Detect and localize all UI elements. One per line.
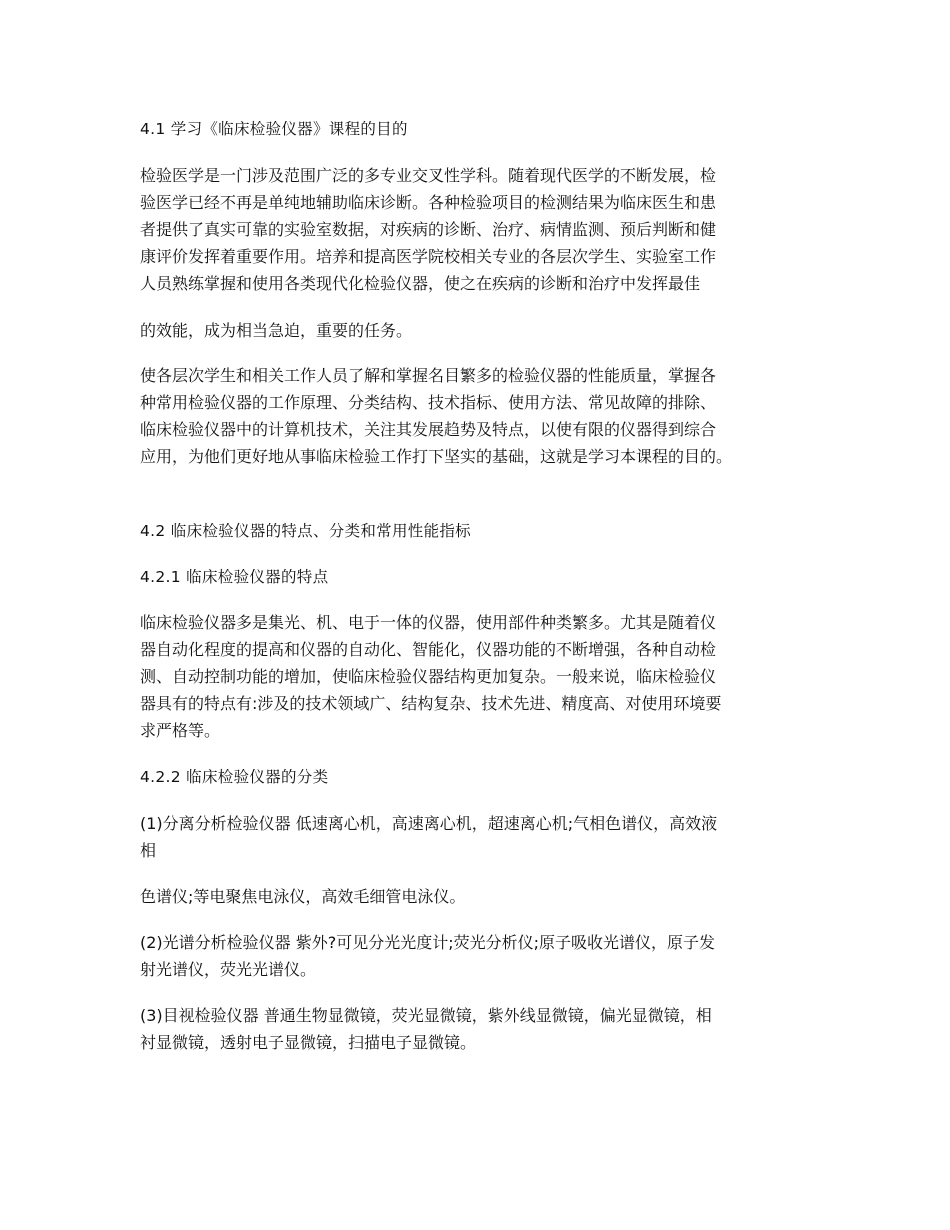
text-line: (2)光谱分析检验仪器 紫外?可见分光光度计;荧光分析仪;原子吸收光谱仪，原子发	[140, 933, 716, 952]
text-line: 者提供了真实可靠的实验室数据，对疾病的诊断、治疗、病情监测、预后判断和健	[140, 220, 717, 239]
text-line: 求严格等。	[140, 721, 221, 740]
text-line: 临床检验仪器多是集光、机、电于一体的仪器，使用部件种类繁多。尤其是随着仪	[140, 613, 717, 632]
paragraph-separation-instruments	[140, 810, 812, 864]
paragraph-separation-continued: 色谱仪;等电聚焦电泳仪，高效毛细管电泳仪。	[140, 887, 466, 906]
text-line: 检验医学是一门涉及范围广泛的多专业交叉性学科。随着现代医学的不断发展，检	[140, 166, 717, 185]
section-4-2-1-title: 4.2.1 临床检验仪器的特点	[140, 568, 329, 586]
paragraph-4-1-goal	[140, 362, 812, 470]
text-line: 验医学已经不再是单纯地辅助临床诊断。各种检验项目的检测结果为临床医生和患	[140, 193, 717, 212]
text-line: 射光谱仪，荧光光谱仪。	[140, 960, 317, 979]
paragraph-visual-instruments	[140, 1002, 812, 1056]
text-line: 器具有的特点有:涉及的技术领域广、结构复杂、技术先进、精度高、对使用环境要	[140, 694, 722, 713]
section-4-2-title: 4.2 临床检验仪器的特点、分类和常用性能指标	[140, 522, 471, 540]
text-line: (1)分离分析检验仪器 低速离心机，高速离心机，超速离心机;气相色谱仪，高效液	[140, 814, 718, 833]
section-4-2-2-title: 4.2.2 临床检验仪器的分类	[140, 768, 329, 786]
text-line: 使各层次学生和相关工作人员了解和掌握名目繁多的检验仪器的性能质量，掌握各	[140, 366, 717, 385]
text-line: 器自动化程度的提高和仪器的自动化、智能化，仪器功能的不断增强，各种自动检	[140, 640, 717, 659]
text-line: 临床检验仪器中的计算机技术，关注其发展趋势及特点，以使有限的仪器得到综合	[140, 420, 717, 439]
text-line: 测、自动控制功能的增加，使临床检验仪器结构更加复杂。一般来说，临床检验仪	[140, 667, 717, 686]
text-line: 种常用检验仪器的工作原理、分类结构、技术指标、使用方法、常见故障的排除、	[140, 393, 717, 412]
text-line: 康评价发挥着重要作用。培养和提高医学院校相关专业的各层次学生、实验室工作	[140, 247, 717, 266]
paragraph-4-1-continued: 的效能，成为相当急迫，重要的任务。	[140, 321, 413, 340]
text-line: (3)目视检验仪器 普通生物显微镜，荧光显微镜，紫外线显微镜，偏光显微镜，相	[140, 1006, 712, 1025]
paragraph-spectral-instruments	[140, 929, 812, 983]
section-4-1-title: 4.1 学习《临床检验仪器》课程的目的	[140, 120, 408, 138]
paragraph-4-1-purpose	[140, 162, 812, 297]
paragraph-4-2-1-features	[140, 609, 812, 744]
text-line: 相	[140, 841, 157, 860]
text-line: 衬显微镜，透射电子显微镜，扫描电子显微镜。	[140, 1033, 477, 1052]
text-line: 应用，为他们更好地从事临床检验工作打下坚实的基础，这就是学习本课程的目的。	[140, 447, 733, 466]
text-line: 人员熟练掌握和使用各类现代化检验仪器，使之在疾病的诊断和治疗中发挥最佳	[140, 274, 701, 293]
